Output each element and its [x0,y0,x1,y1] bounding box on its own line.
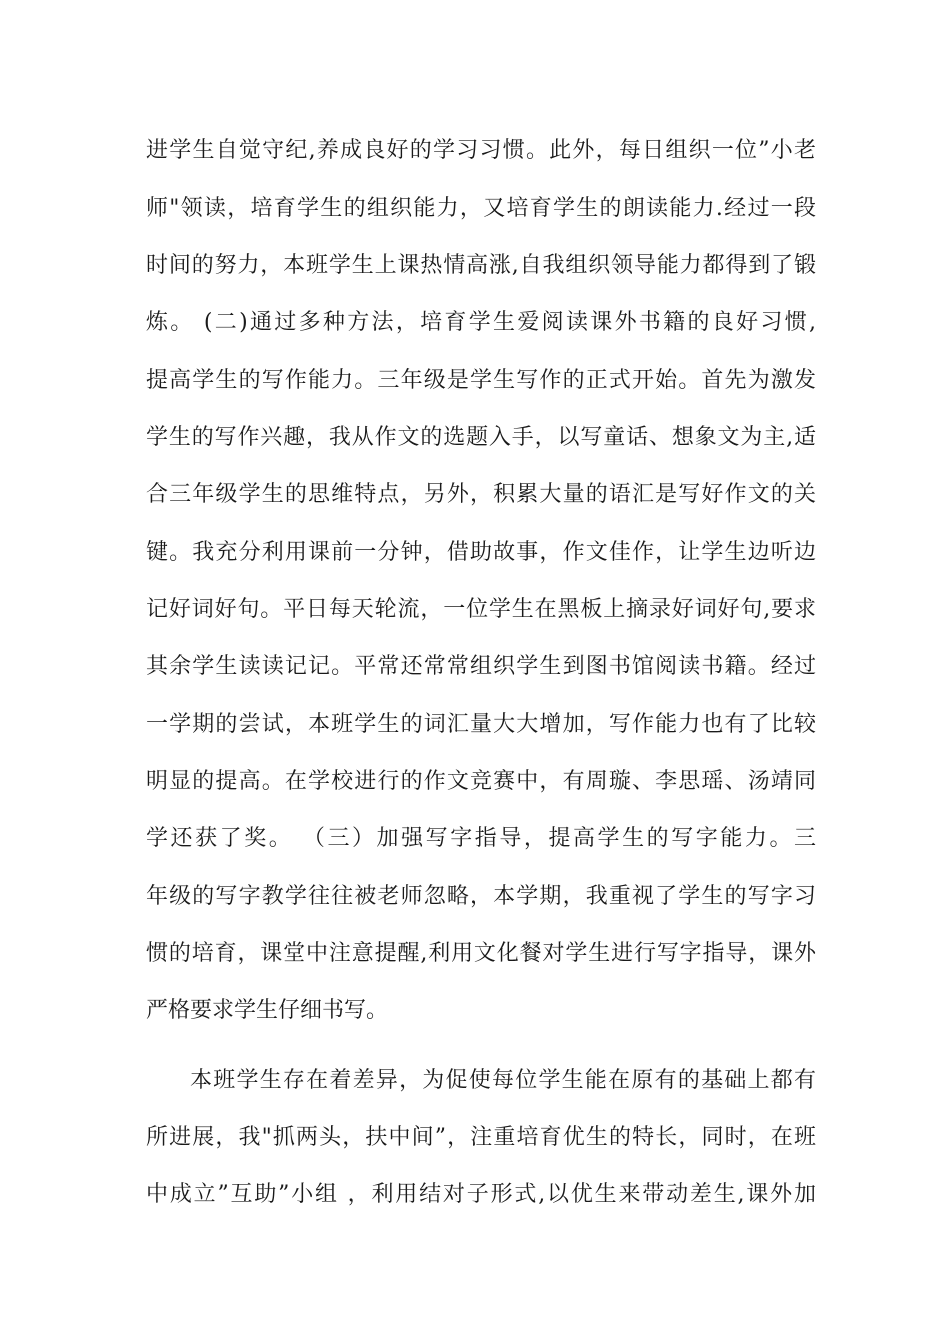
text-line: 年级的写字教学往往被老师忽略，本学期，我重视了学生的写字习 [146,884,816,909]
text-line: 炼。 (二)通过多种方法，培育学生爱阅读课外书籍的良好习惯, [146,310,816,335]
text-line: 进学生自觉守纪,养成良好的学习习惯。此外，每日组织一位”小老 [146,138,816,163]
text-line: 记好词好句。平日每天轮流，一位学生在黑板上摘录好词好句,要求 [146,597,816,622]
text-line: 一学期的尝试，本班学生的词汇量大大增加，写作能力也有了比较 [146,712,816,737]
text-line: 其余学生读读记记。平常还常常组织学生到图书馆阅读书籍。经过 [146,654,816,679]
text-line: 学生的写作兴趣，我从作文的选题入手，以写童话、想象文为主,适 [146,425,816,450]
text-line: 键。我充分利用课前一分钟，借助故事，作文佳作，让学生边听边 [146,540,816,565]
text-line: 中成立”互助”小组 ，利用结对子形式,以优生来带动差生,课外加 [146,1182,816,1207]
text-line: 师"领读，培育学生的组织能力，又培育学生的朗读能力.经过一段 [146,196,816,221]
text-line: 明显的提高。在学校进行的作文竞赛中，有周璇、李思瑶、汤靖同 [146,769,816,794]
text-line: 提高学生的写作能力。三年级是学生写作的正式开始。首先为激发 [146,368,816,393]
text-line: 本班学生存在着差异，为促使每位学生能在原有的基础上都有 [190,1068,816,1093]
text-line: 惯的培育，课堂中注意提醒,利用文化餐对学生进行写字指导，课外 [146,941,816,966]
text-line: 学还获了奖。 （三）加强写字指导，提高学生的写字能力。三 [146,826,816,851]
text-line: 时间的努力，本班学生上课热情高涨,自我组织领导能力都得到了锻 [146,253,816,278]
text-line: 所进展，我"抓两头，扶中间”，注重培育优生的特长，同时，在班 [146,1125,816,1150]
text-line: 合三年级学生的思维特点，另外，积累大量的语汇是写好作文的关 [146,482,816,507]
text-line: 严格要求学生仔细书写。 [146,998,389,1023]
